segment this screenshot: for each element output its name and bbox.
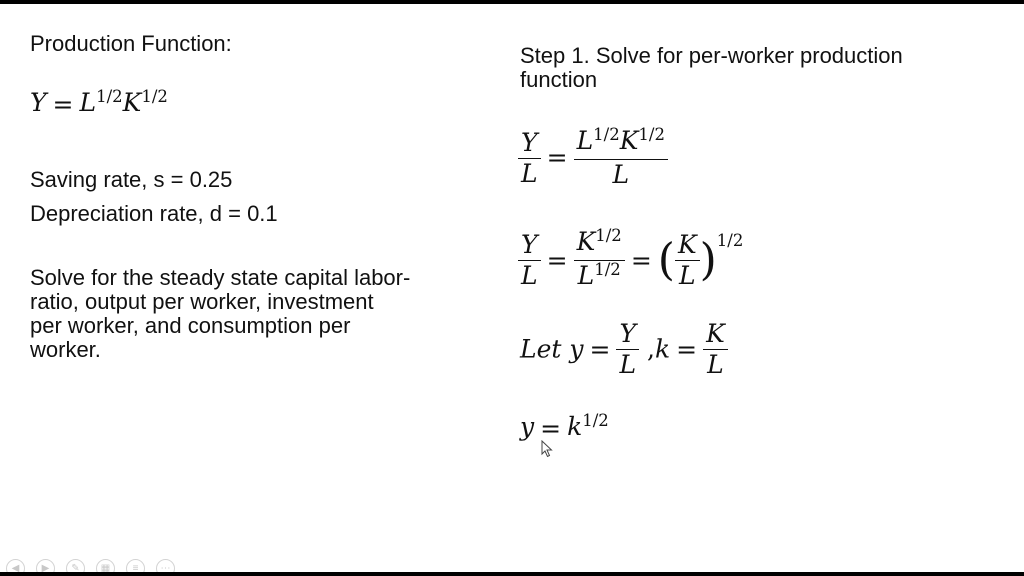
problem-line: worker. [30,337,101,362]
fraction: $\frac{K^{1/2}}{L^{1/2}}$ [574,227,625,294]
fraction: $\frac{Y}{L}$ [616,319,639,380]
more-icon[interactable]: ⋯ [156,559,175,572]
problem-line: ratio, output per worker, investment [30,289,374,314]
arrow-left-icon[interactable]: ◀ [6,559,25,572]
step-1-heading [520,44,980,92]
equation-per-worker-1: $\frac{Y}{L}$ = $\frac{L^{1/2}K^{1/2}}{L}$ [518,126,668,190]
step-line: Step 1. Solve for per-worker production [520,43,903,68]
step-line: function [520,67,598,92]
eq-var-Y: Y [30,88,47,117]
eq-exponent: 1/2 [141,86,168,106]
pen-icon[interactable]: ✎ [66,559,85,572]
slides-icon[interactable]: ▦ [96,559,115,572]
eq-exponent: 1/2 [96,86,123,106]
eq-var-K: K [122,88,142,117]
saving-rate: Saving rate, s = 0.25 [30,167,233,192]
eq-equals: = [52,89,74,119]
fraction: $\frac{Y}{L}$ [518,230,541,291]
fraction: $\frac{K}{L}$ [675,230,700,291]
fraction: $\frac{Y}{L}$ [518,128,541,189]
menu-icon[interactable]: ≡ [126,559,145,572]
mouse-cursor-icon [541,440,553,458]
fraction: $\frac{K}{L}$ [703,319,728,380]
eq-var-L: L [79,88,97,117]
equation-intensive-form: $y = k^{1/2}$ [520,410,609,443]
arrow-right-icon[interactable]: ▶ [36,559,55,572]
problem-statement [30,266,490,362]
slide [0,4,1024,572]
production-function-heading: Production Function: [30,31,232,56]
problem-line: Solve for the steady state capital labor- [30,265,411,290]
equation-per-worker-2: $\frac{Y}{L}$ = $\frac{K^{1/2}}{L^{1/2}}$ = ( $\frac{K}{L}$ )$^{1/2}$ [518,227,743,294]
production-equation [30,88,168,121]
fraction: $\frac{L^{1/2}K^{1/2}}{L}$ [574,126,668,190]
equation-let-definitions: Let y = $\frac{Y}{L}$ ,k = $\frac{K}{L}$ [520,319,728,380]
problem-line: per worker, and consumption per [30,313,351,338]
depreciation-rate: Depreciation rate, d = 0.1 [30,201,278,226]
